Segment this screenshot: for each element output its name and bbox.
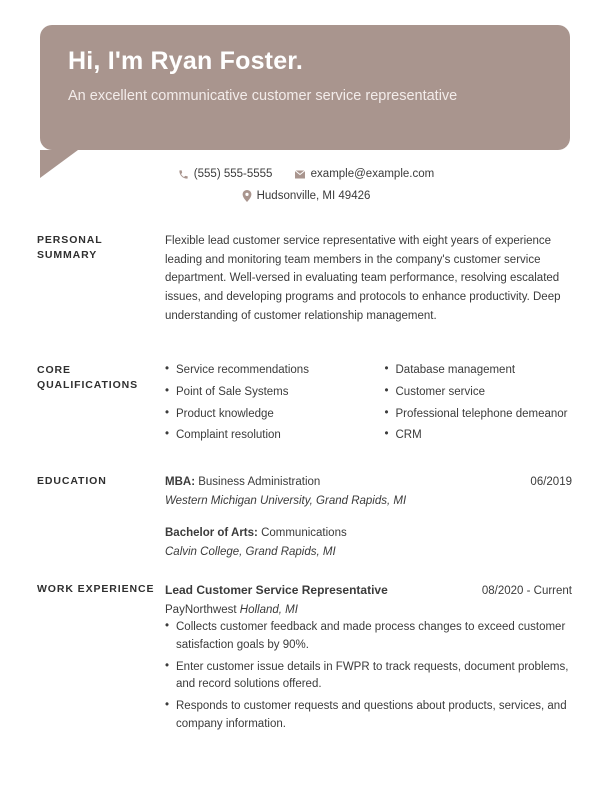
education-institution: Western Michigan University, Grand Rapids, MI — [165, 494, 407, 507]
qualifications-columns — [165, 362, 572, 449]
experience-entry-head — [165, 581, 572, 601]
job-bullets-list — [165, 619, 572, 734]
list-item: • Point of Sale Systems — [165, 384, 369, 402]
qualifications-list-left — [165, 362, 369, 445]
list-item: • Service recommendations — [165, 362, 369, 380]
email-value: example@example.com — [310, 168, 435, 180]
experience-entry — [165, 581, 572, 734]
list-item: • Enter customer issue details in FWPR to track requests, document problems, and record solutions offered. — [165, 659, 572, 695]
education-entry-head — [165, 524, 572, 543]
list-item: • Complaint resolution — [165, 427, 369, 445]
education-entry-head — [165, 473, 572, 492]
education-degree-line — [165, 473, 320, 492]
section-body-education — [165, 473, 572, 561]
section-label-qualifications: CORE QUALIFICATIONS — [37, 364, 139, 392]
job-location: Holland, MI — [236, 603, 298, 616]
qualifications-column-left — [165, 362, 369, 449]
contact-location[interactable] — [242, 186, 371, 208]
education-degree: MBA: — [165, 476, 196, 488]
phone-icon — [178, 169, 189, 180]
list-item: • Professional telephone demeanor — [385, 406, 573, 424]
map-pin-icon — [242, 190, 252, 202]
education-entry — [165, 524, 572, 561]
section-label-experience: WORK EXPERIENCE — [37, 583, 155, 595]
contact-phone[interactable] — [178, 164, 273, 186]
section-education — [37, 473, 572, 561]
section-core-qualifications — [37, 362, 572, 449]
contact-line-primary — [0, 164, 612, 186]
list-item: • Customer service — [385, 384, 573, 402]
job-date: 08/2020 - Current — [481, 585, 572, 597]
contact-info — [0, 164, 612, 209]
education-degree: Bachelor of Arts: — [165, 527, 258, 540]
banner-body — [40, 25, 570, 150]
job-company: PayNorthwest — [165, 603, 237, 616]
education-date: 06/2019 — [530, 476, 572, 488]
summary-text: Flexible lead customer service representative with eight years of experience leading and monitoring team members in the company's customer service department. Well-versed in evaluating team performance, resolving escalated issues, and developing programs and protocols to enhance productivity. Deep understanding of customer relationship management. — [165, 235, 561, 322]
section-body-summary — [165, 232, 572, 325]
job-company-line — [165, 601, 572, 619]
location-value: Hudsonville, MI 49426 — [256, 190, 371, 203]
phone-value: (555) 555-5555 — [193, 168, 273, 180]
section-label-summary: PERSONAL SUMMARY — [37, 234, 103, 262]
section-body-experience — [165, 581, 572, 738]
header-banner — [40, 25, 570, 178]
education-institution: Calvin College, Grand Rapids, MI — [165, 545, 336, 558]
education-degree-line — [165, 524, 347, 543]
education-field: Communications — [257, 527, 347, 540]
section-body-qualifications — [165, 362, 572, 449]
list-item: • Responds to customer requests and questions about products, services, and company information. — [165, 698, 572, 734]
list-item: • CRM — [385, 427, 573, 445]
contact-line-secondary — [0, 186, 612, 208]
envelope-icon — [294, 169, 306, 180]
page-title: Hi, I'm Ryan Foster. — [68, 47, 304, 75]
qualifications-list-right — [385, 362, 573, 445]
header-subtitle: An excellent communicative customer service representative — [68, 87, 458, 104]
list-item: • Database management — [385, 362, 573, 380]
section-work-experience — [37, 581, 572, 738]
job-title: Lead Customer Service Representative — [165, 583, 388, 597]
education-entry — [165, 473, 572, 510]
section-label-education: EDUCATION — [37, 475, 107, 487]
qualifications-column-right — [369, 362, 573, 449]
list-item: • Collects customer feedback and made process changes to exceed customer satisfaction goals by 90%. — [165, 619, 572, 655]
list-item: • Product knowledge — [165, 406, 369, 424]
education-field: Business Administration — [195, 476, 321, 488]
section-personal-summary — [37, 232, 572, 325]
contact-email[interactable] — [294, 164, 435, 186]
